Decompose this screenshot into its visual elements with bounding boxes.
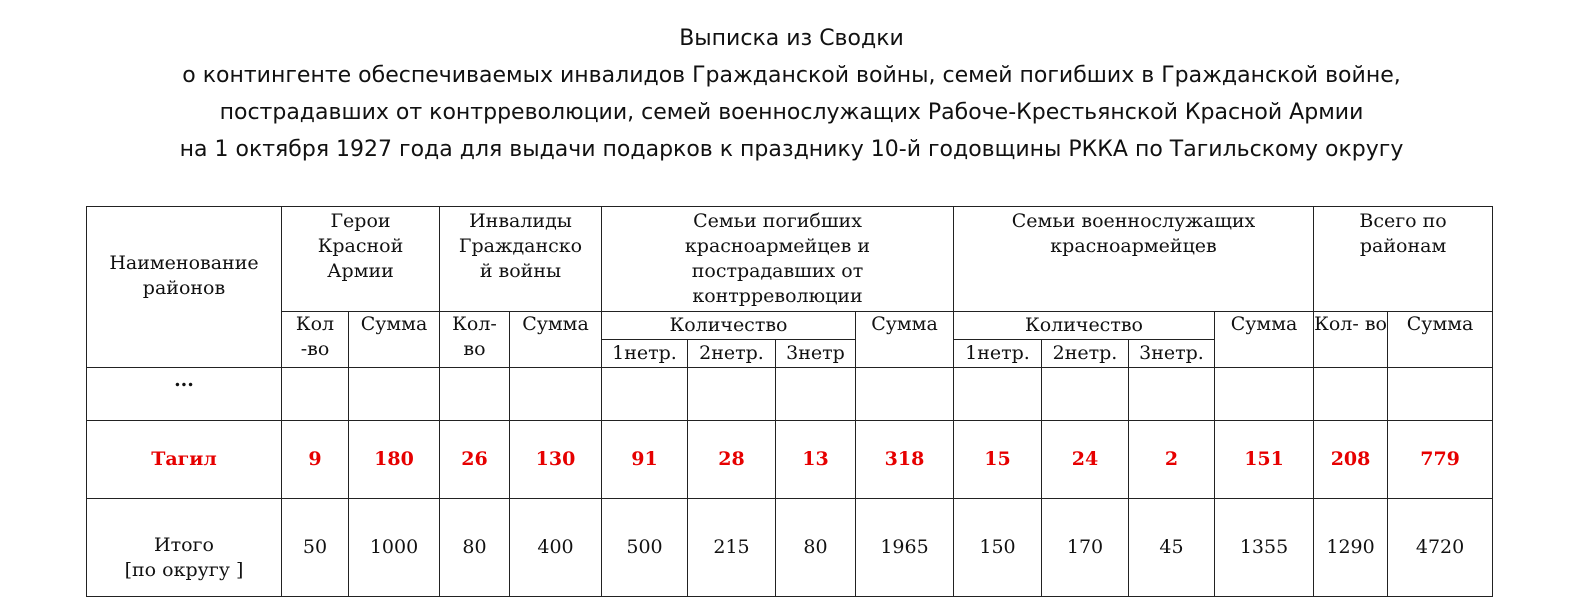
tagil-value: 779: [1388, 421, 1493, 499]
tagil-value: 2: [1129, 421, 1215, 499]
empty-cell: [1314, 368, 1388, 421]
tagil-value: 208: [1314, 421, 1388, 499]
total-value: 80: [440, 499, 510, 597]
subheader-sum-invalids: Сумма: [510, 312, 602, 368]
subheader-row-1: [87, 312, 1493, 340]
header-row: [87, 207, 1493, 312]
total-value: 80: [776, 499, 856, 597]
empty-cell: [776, 368, 856, 421]
title-line-2: о контингенте обеспечиваемых инвалидов Гражданской войны, семей погибших в Гражданской войне,: [182, 63, 1401, 88]
tagil-value: 28: [688, 421, 776, 499]
subheader-servicemen-2netr: 2нетр.: [1042, 340, 1129, 368]
total-value: 170: [1042, 499, 1129, 597]
empty-cell: [1215, 368, 1314, 421]
total-value: 1965: [856, 499, 954, 597]
tagil-value: 24: [1042, 421, 1129, 499]
subheader-sum-total: Сумма: [1388, 312, 1493, 368]
total-value: 1355: [1215, 499, 1314, 597]
total-value: 400: [510, 499, 602, 597]
subheader-fallen-2netr: 2нетр.: [688, 340, 776, 368]
total-value: 45: [1129, 499, 1215, 597]
total-value: 500: [602, 499, 688, 597]
total-name-line-1: Итого: [154, 533, 214, 556]
tagil-value: 91: [602, 421, 688, 499]
header-district-name: Наименование районов: [87, 207, 282, 368]
empty-cell: [440, 368, 510, 421]
title-line-4: на 1 октября 1927 года для выдачи подарков к празднику 10-й годовщины РККА по Тагильскому округу: [179, 137, 1404, 162]
subheader-fallen-3netr: 3нетр: [776, 340, 856, 368]
header-invalids: Инвалиды Гражданско й войны: [440, 207, 602, 312]
ellipsis-cell: ...: [87, 368, 282, 421]
tagil-value: 151: [1215, 421, 1314, 499]
empty-cell: [349, 368, 440, 421]
empty-cell: [282, 368, 349, 421]
tagil-value: 180: [349, 421, 440, 499]
subheader-servicemen-1netr: 1нетр.: [954, 340, 1042, 368]
title-line-1: Выписка из Сводки: [679, 26, 904, 51]
total-value: 150: [954, 499, 1042, 597]
empty-cell: [1129, 368, 1215, 421]
header-heroes: Герои Красной Армии: [282, 207, 440, 312]
empty-cell: [1042, 368, 1129, 421]
tagil-value: 318: [856, 421, 954, 499]
table-row-tagil: [87, 421, 1493, 499]
empty-cell: [856, 368, 954, 421]
empty-cell: [602, 368, 688, 421]
empty-cell: [688, 368, 776, 421]
total-value: 50: [282, 499, 349, 597]
subheader-count-total: Кол- во: [1314, 312, 1388, 368]
subheader-quantity-fallen: Количество: [602, 312, 856, 340]
subheader-sum-fallen: Сумма: [856, 312, 954, 368]
tagil-value: 130: [510, 421, 602, 499]
total-value: 1000: [349, 499, 440, 597]
subheader-fallen-1netr: 1нетр.: [602, 340, 688, 368]
table-row-total: [87, 499, 1493, 597]
tagil-value: 15: [954, 421, 1042, 499]
header-families-fallen: Семьи погибших красноармейцев и пострадавших от контрреволюции: [602, 207, 954, 312]
empty-cell: [954, 368, 1042, 421]
total-value: 1290: [1314, 499, 1388, 597]
tagil-value: 26: [440, 421, 510, 499]
subheader-sum-servicemen: Сумма: [1215, 312, 1314, 368]
header-families-servicemen: Семьи военнослужащих красноармейцев: [954, 207, 1314, 312]
tagil-value: 9: [282, 421, 349, 499]
tagil-value: 13: [776, 421, 856, 499]
empty-cell: [510, 368, 602, 421]
total-value: 215: [688, 499, 776, 597]
subheader-servicemen-3netr: 3нетр.: [1129, 340, 1215, 368]
total-name: [87, 499, 282, 597]
title-line-3: пострадавших от контрреволюции, семей военнослужащих Рабоче-Крестьянской Красной Армии: [219, 100, 1364, 125]
subheader-count-invalids: Кол- во: [440, 312, 510, 368]
total-value: 4720: [1388, 499, 1493, 597]
empty-cell: [1388, 368, 1493, 421]
report-table: [86, 206, 1493, 597]
header-total-by-district: Всего по районам: [1314, 207, 1493, 312]
subheader-quantity-servicemen: Количество: [954, 312, 1215, 340]
subheader-sum-heroes: Сумма: [349, 312, 440, 368]
tagil-name: Тагил: [87, 421, 282, 499]
table-row-ellipsis: [87, 368, 1493, 421]
subheader-count-heroes: Кол -во: [282, 312, 349, 368]
document-title: [0, 20, 1583, 168]
total-name-line-2: [по округу ]: [124, 558, 244, 581]
